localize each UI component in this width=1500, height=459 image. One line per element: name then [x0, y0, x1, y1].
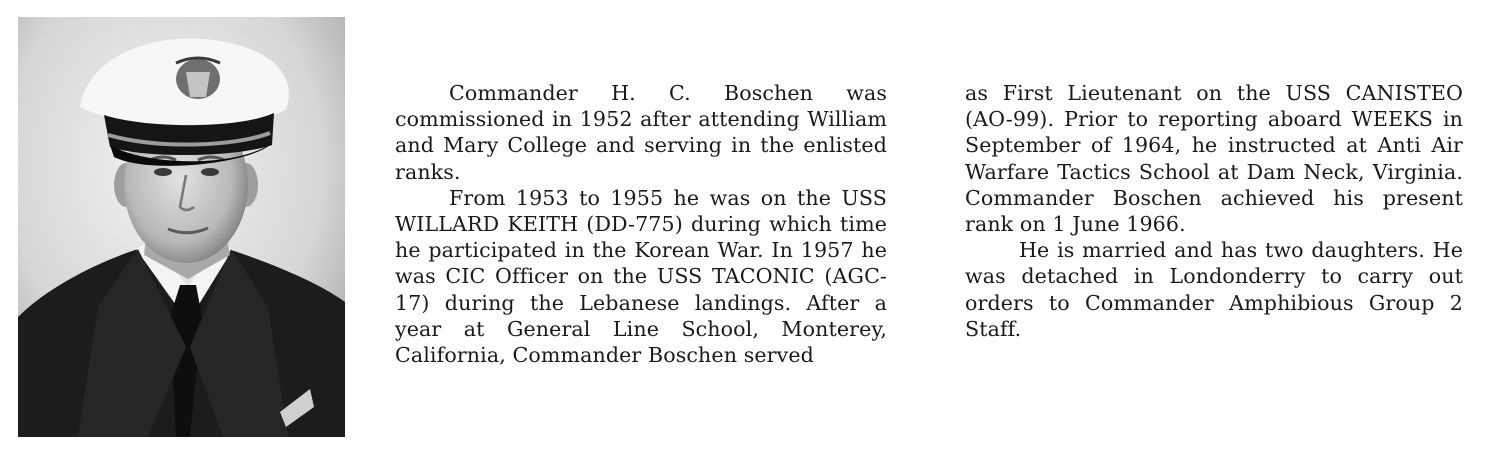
bio-column-right	[965, 80, 1463, 342]
officer-portrait-illustration	[18, 17, 345, 437]
bio-paragraph: Commander H. C. Boschen was commissioned in 1952 after attending William and Mary College and serving in the enlisted ranks.	[395, 81, 887, 184]
bio-paragraph: He is married and has two daughters. He was detached in Londonderry to carry out orders to Commander Amphibious Group 2 Staff.	[965, 238, 1463, 341]
bio-paragraph: From 1953 to 1955 he was on the USS WILLARD KEITH (DD-775) during which time he participated in the Korean War. In 1957 he was CIC Officer on the USS TACONIC (AGC-17) during the Lebanese landings. After a year at General Line School, Monterey, California, Commander Boschen served	[395, 185, 887, 368]
bio-column-left	[395, 80, 887, 368]
bio-paragraph: as First Lieutenant on the USS CANISTEO (AO-99). Prior to reporting aboard WEEKS in September of 1964, he instructed at Anti Air Warfare Tactics School at Dam Neck, Virginia. Commander Boschen achieved his present rank on 1 June 1966.	[965, 81, 1463, 237]
portrait-photo	[18, 17, 345, 437]
